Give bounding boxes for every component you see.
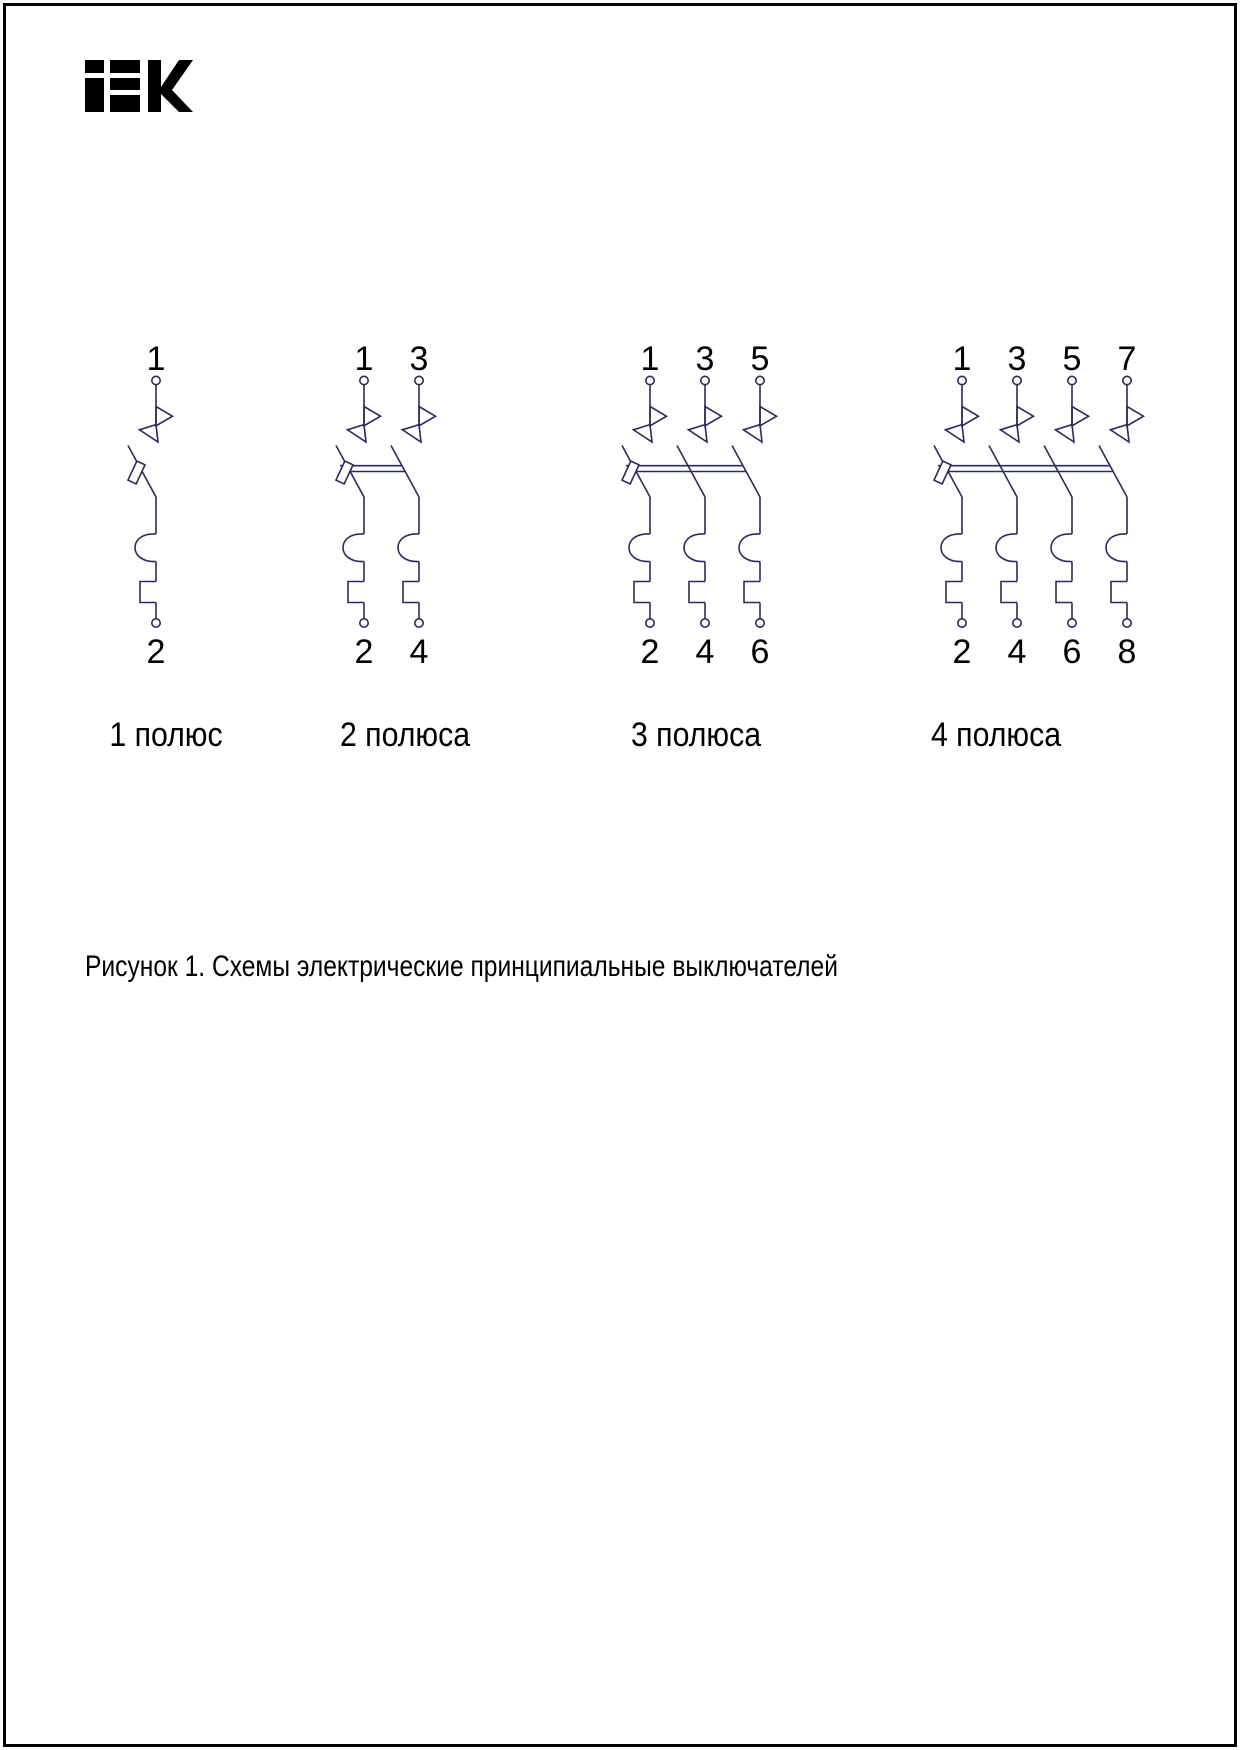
terminal-number-bottom: 8 — [1117, 633, 1137, 671]
terminal-number-top: 1 — [952, 339, 972, 378]
terminal-number-top: 7 — [1117, 339, 1137, 378]
terminal-number-bottom: 6 — [750, 633, 770, 671]
pole-count-caption: 2 полюса — [339, 716, 471, 754]
terminal-number-top: 1 — [146, 339, 166, 378]
terminal-number-bottom: 2 — [640, 633, 660, 671]
terminal-number-bottom: 4 — [1007, 633, 1027, 671]
terminal-number-bottom: 4 — [409, 633, 429, 671]
terminal-number-top: 1 — [640, 339, 660, 378]
schematic-labels-layer — [0, 0, 1240, 820]
terminal-number-top: 1 — [354, 339, 374, 378]
terminal-number-top: 5 — [1062, 339, 1082, 378]
pole-count-caption: 4 полюса — [930, 716, 1062, 754]
figure-caption: Рисунок 1. Схемы электрические принципиальные выключателей — [85, 950, 838, 983]
terminal-number-bottom: 2 — [146, 633, 166, 671]
terminal-number-top: 3 — [409, 339, 429, 378]
terminal-number-bottom: 4 — [695, 633, 715, 671]
terminal-number-top: 3 — [695, 339, 715, 378]
terminal-number-bottom: 2 — [952, 633, 972, 671]
terminal-number-bottom: 6 — [1062, 633, 1082, 671]
pole-count-caption: 1 полюс — [109, 716, 223, 754]
terminal-number-bottom: 2 — [354, 633, 374, 671]
terminal-number-top: 5 — [750, 339, 770, 378]
pole-count-caption: 3 полюса — [630, 716, 762, 754]
terminal-number-top: 3 — [1007, 339, 1027, 378]
